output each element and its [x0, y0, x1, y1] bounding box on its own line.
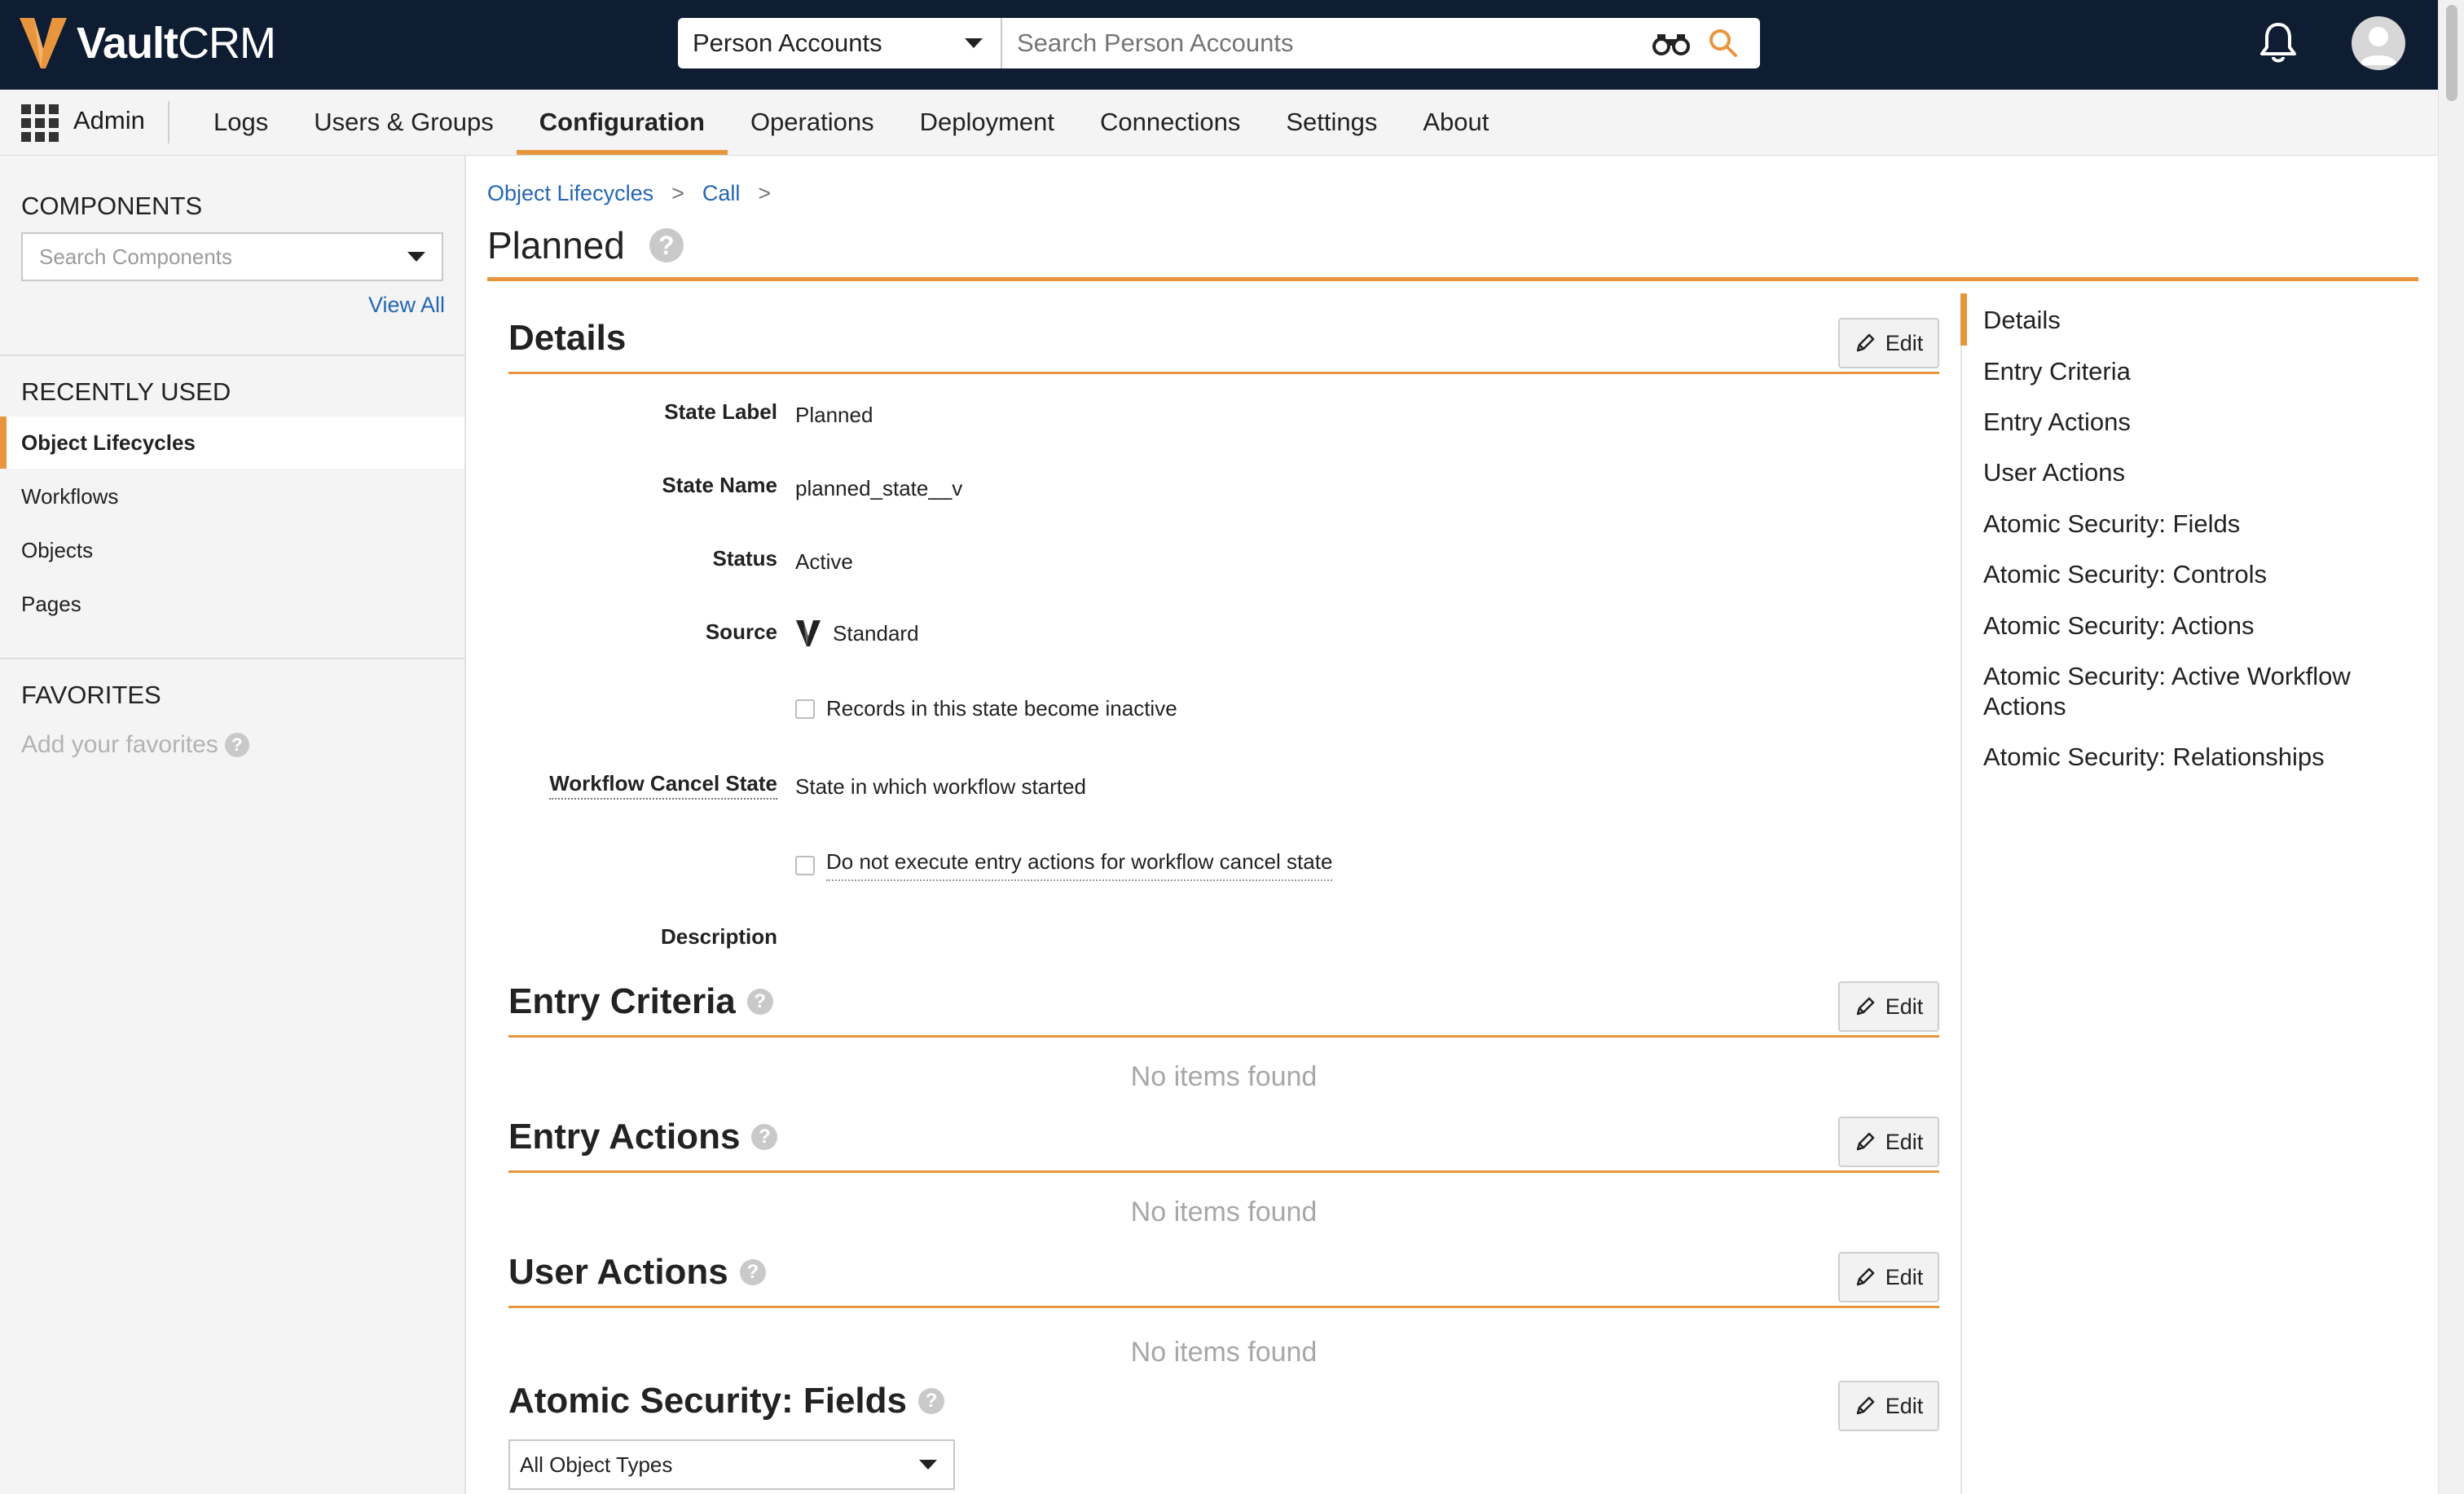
top-bar — [0, 0, 2464, 90]
search-components-placeholder: Search Components — [39, 244, 233, 269]
sidebar-item-objects[interactable]: Objects — [21, 537, 94, 562]
vault-v-logo-icon — [18, 16, 68, 70]
page-title — [487, 223, 684, 267]
tab-configuration[interactable]: Configuration — [517, 90, 728, 155]
entry-actions-edit-button[interactable] — [1838, 1117, 1939, 1167]
tab-users-groups[interactable]: Users & Groups — [314, 108, 494, 136]
entry-criteria-edit-button[interactable] — [1838, 981, 1939, 1032]
toc-item-atomic-actions[interactable]: Atomic Security: Actions — [1983, 611, 2255, 640]
title-underline — [487, 277, 2418, 281]
no-entry-actions-checkbox-row — [795, 849, 1332, 881]
atomic-fields-title-text: Atomic Security: Fields — [508, 1381, 908, 1421]
notifications-bell-icon[interactable] — [2259, 21, 2298, 69]
help-icon[interactable]: ? — [225, 733, 249, 757]
user-actions-title-text: User Actions — [508, 1252, 728, 1292]
user-actions-section-title — [508, 1252, 766, 1293]
records-inactive-label: Records in this state become inactive — [826, 696, 1177, 721]
edit-label: Edit — [1885, 1264, 1924, 1289]
favorites-heading: FAVORITES — [21, 681, 161, 709]
pencil-icon — [1855, 333, 1876, 354]
edit-label: Edit — [1885, 330, 1924, 355]
pencil-icon — [1855, 996, 1876, 1017]
vault-crm-logo[interactable] — [18, 15, 275, 72]
workflow-cancel-state-label[interactable]: Workflow Cancel State — [549, 771, 777, 800]
no-entry-actions-label: Do not execute entry actions for workflow cancel state — [826, 849, 1332, 881]
sidebar-divider — [0, 355, 464, 356]
help-icon[interactable]: ? — [747, 989, 773, 1015]
entry-criteria-title-text: Entry Criteria — [508, 981, 736, 1021]
search-scope-dropdown[interactable] — [678, 18, 1002, 68]
user-actions-edit-button[interactable] — [1838, 1252, 1939, 1302]
entry-actions-section-title — [508, 1117, 777, 1157]
toc-item-atomic-relationships[interactable]: Atomic Security: Relationships — [1983, 743, 2325, 771]
state-label-value: Planned — [795, 403, 873, 427]
scrollbar-track[interactable] — [2438, 0, 2464, 1494]
left-sidebar — [0, 156, 466, 1494]
section-underline — [508, 1306, 1939, 1308]
breadcrumb-call[interactable]: Call — [702, 181, 741, 205]
section-underline — [508, 1035, 1939, 1038]
scrollbar-thumb[interactable] — [2446, 5, 2457, 101]
app-launcher-grid-icon[interactable] — [21, 104, 59, 142]
nav-tabs — [191, 90, 1511, 155]
chevron-down-icon — [407, 252, 425, 262]
logo-text: VaultCRM — [77, 19, 276, 68]
state-name-value: planned_state__v — [795, 476, 963, 500]
add-favorites-hint — [21, 731, 249, 759]
user-avatar-icon[interactable] — [2352, 16, 2405, 70]
pencil-icon — [1855, 1131, 1876, 1152]
object-types-filter-dropdown[interactable] — [508, 1439, 955, 1490]
breadcrumb — [487, 181, 771, 206]
status-label: Status — [712, 546, 777, 571]
breadcrumb-separator: > — [671, 181, 684, 205]
toc-item-atomic-controls[interactable]: Atomic Security: Controls — [1983, 560, 2267, 588]
source-label: Source — [705, 619, 777, 644]
chevron-down-icon — [919, 1460, 937, 1470]
chevron-down-icon — [965, 38, 983, 48]
tab-logs[interactable]: Logs — [213, 108, 269, 136]
breadcrumb-object-lifecycles[interactable]: Object Lifecycles — [487, 181, 654, 205]
view-all-link[interactable]: View All — [368, 293, 446, 317]
records-inactive-checkbox[interactable] — [795, 699, 815, 719]
inactive-checkbox-row — [795, 696, 1177, 721]
sidebar-item-object-lifecycles[interactable]: Object Lifecycles — [0, 416, 464, 469]
details-section-title — [508, 318, 626, 359]
toc-active-indicator — [1960, 293, 1967, 346]
add-favorites-text: Add your favorites — [21, 731, 218, 758]
toc-rail — [1960, 293, 1962, 1494]
tab-about[interactable]: About — [1423, 108, 1489, 136]
status-value: Active — [795, 549, 853, 574]
entry-criteria-empty-text: No items found — [1130, 1061, 1318, 1092]
admin-nav-bar — [0, 90, 2438, 156]
tab-connections[interactable]: Connections — [1100, 108, 1241, 136]
section-underline — [508, 372, 1939, 374]
user-actions-empty-text: No items found — [1130, 1337, 1318, 1368]
breadcrumb-separator: > — [758, 181, 772, 205]
search-scope-value: Person Accounts — [693, 29, 882, 57]
object-types-filter-value: All Object Types — [520, 1452, 673, 1477]
help-icon[interactable]: ? — [740, 1259, 766, 1285]
recently-used-heading: RECENTLY USED — [21, 377, 231, 406]
global-search — [678, 18, 1760, 68]
help-icon[interactable]: ? — [751, 1124, 777, 1150]
sidebar-item-workflows[interactable]: Workflows — [21, 483, 119, 509]
edit-label: Edit — [1885, 994, 1924, 1019]
entry-actions-title-text: Entry Actions — [508, 1117, 741, 1157]
tab-operations[interactable]: Operations — [750, 108, 874, 136]
state-name-label: State Name — [662, 473, 777, 497]
source-value: Standard — [795, 619, 919, 647]
search-components-dropdown[interactable] — [21, 232, 443, 281]
atomic-security-fields-section-title — [508, 1381, 944, 1421]
entry-actions-empty-text: No items found — [1130, 1197, 1318, 1227]
edit-label: Edit — [1885, 1393, 1924, 1418]
details-edit-button[interactable] — [1838, 318, 1939, 368]
section-underline — [508, 1170, 1939, 1173]
state-label-label: State Label — [664, 399, 777, 424]
search-icon[interactable] — [1708, 28, 1739, 63]
help-icon[interactable]: ? — [649, 228, 684, 262]
sidebar-item-pages[interactable]: Pages — [21, 591, 81, 616]
pencil-icon — [1855, 1395, 1876, 1417]
workflow-cancel-state-value: State in which workflow started — [795, 774, 1086, 799]
tab-deployment[interactable]: Deployment — [919, 108, 1054, 136]
sidebar-divider — [0, 658, 464, 659]
toc-item-user-actions[interactable]: User Actions — [1983, 458, 2126, 487]
nav-admin-label[interactable]: Admin — [73, 106, 145, 134]
toc-item-entry-criteria[interactable]: Entry Criteria — [1983, 357, 2131, 386]
components-heading: COMPONENTS — [21, 192, 203, 220]
no-entry-actions-checkbox[interactable] — [795, 856, 815, 875]
pencil-icon — [1855, 1267, 1876, 1288]
vault-standard-icon — [795, 619, 821, 647]
toc-item-atomic-fields[interactable]: Atomic Security: Fields — [1983, 509, 2241, 538]
search-input[interactable] — [1002, 18, 1760, 68]
details-title-text: Details — [508, 318, 627, 358]
edit-label: Edit — [1885, 1129, 1924, 1154]
help-icon[interactable]: ? — [918, 1388, 944, 1414]
toc-item-atomic-active-workflow-actions[interactable]: Atomic Security: Active Workflow Actions — [1983, 662, 2351, 721]
page-title-text: Planned — [487, 224, 625, 267]
tab-settings[interactable]: Settings — [1286, 108, 1378, 136]
toc-item-details[interactable]: Details — [1983, 306, 2061, 334]
binoculars-icon[interactable] — [1652, 29, 1690, 61]
atomic-fields-edit-button[interactable] — [1838, 1381, 1939, 1431]
nav-divider — [168, 101, 169, 143]
entry-criteria-section-title — [508, 981, 773, 1022]
description-label: Description — [660, 924, 777, 949]
toc-item-entry-actions[interactable]: Entry Actions — [1983, 408, 2131, 436]
